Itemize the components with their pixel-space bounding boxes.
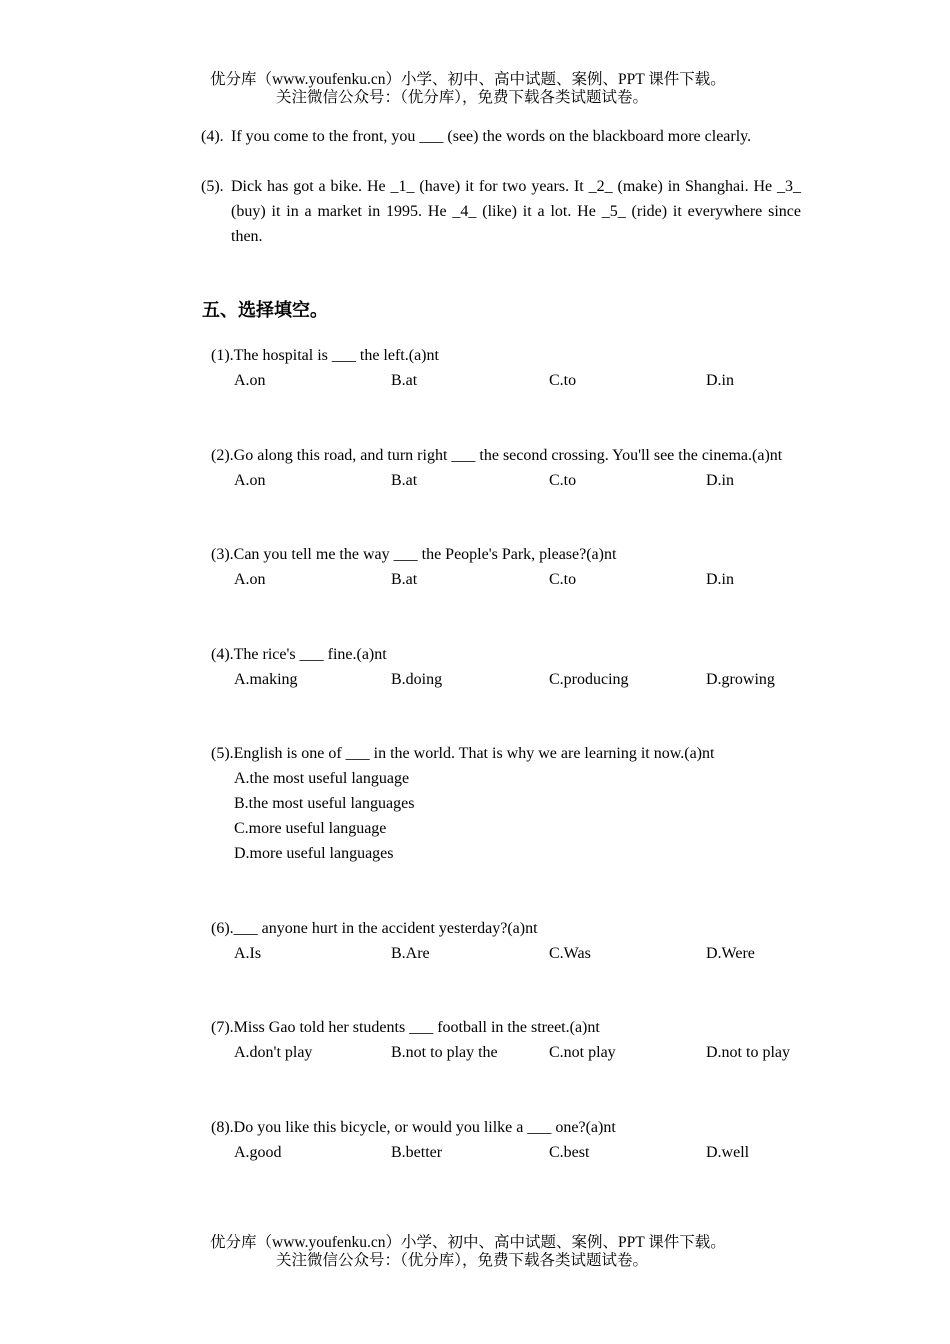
options-column [234, 766, 851, 866]
option-a: A.on [234, 472, 266, 489]
option-a: A.the most useful language [234, 770, 410, 787]
fill-item-text: If you come to the front, you ___ (see) the words on the blackboard more clearly. [231, 128, 752, 145]
options-row [234, 1040, 851, 1065]
question-stem: (7).Miss Gao told her students ___ football in the street.(a)nt [211, 1019, 600, 1036]
option-c: C.to [549, 372, 577, 389]
question-stem: (3).Can you tell me the way ___ the People's Park, please?(a)nt [211, 546, 617, 563]
header-line-2: 关注微信公众号：（优分库），免费下载各类试题试卷。 [276, 89, 649, 106]
question-5 [211, 741, 851, 866]
option-c: C.producing [549, 671, 629, 688]
option-d: D.not to play [706, 1044, 790, 1061]
option-c: C.best [549, 1144, 590, 1161]
option-b: B.not to play the [391, 1044, 498, 1061]
question-2 [211, 443, 851, 493]
question-3 [211, 542, 851, 592]
footer-line-1: 优分库（www.youfenku.cn）小学、初中、高中试题、案例、PPT 课件下载。 [210, 1234, 726, 1251]
header-line-1: 优分库（www.youfenku.cn）小学、初中、高中试题、案例、PPT 课件下载。 [210, 71, 726, 88]
option-d: D.in [706, 372, 734, 389]
option-b: B.at [391, 472, 418, 489]
option-c: C.to [549, 472, 577, 489]
option-c: C.Was [549, 945, 591, 962]
option-c: C.not play [549, 1044, 616, 1061]
question-1 [211, 343, 851, 393]
options-row [234, 567, 851, 592]
option-d: D.growing [706, 671, 775, 688]
option-a: A.don't play [234, 1044, 313, 1061]
option-c: C.to [549, 571, 577, 588]
question-stem: (6).___ anyone hurt in the accident yesterday?(a)nt [211, 920, 538, 937]
question-stem: (4).The rice's ___ fine.(a)nt [211, 646, 387, 663]
option-a: A.good [234, 1144, 282, 1161]
options-row [234, 1140, 851, 1165]
option-d: D.more useful languages [234, 845, 394, 862]
option-b: B.better [391, 1144, 443, 1161]
option-b: B.the most useful languages [234, 795, 415, 812]
option-c: C.more useful language [234, 820, 387, 837]
option-a: A.on [234, 372, 266, 389]
option-d: D.in [706, 472, 734, 489]
option-b: B.Are [391, 945, 430, 962]
option-a: A.making [234, 671, 298, 688]
section-title: 五、选择填空。 [202, 300, 328, 321]
question-stem: (2).Go along this road, and turn right ___ the second crossing. You'll see the cinema.(a)nt [211, 447, 783, 464]
options-row [234, 667, 851, 692]
fill-item-number: (4). [201, 128, 224, 145]
question-stem: (1).The hospital is ___ the left.(a)nt [211, 347, 439, 364]
option-b: B.at [391, 372, 418, 389]
options-row [234, 941, 851, 966]
options-row [234, 468, 851, 493]
fill-item-text: Dick has got a bike. He _1_ (have) it for two years. It _2_ (make) in Shanghai. He _3_ (buy) it in a market in 1995. He _4_ (like) it a lot. He _5_ (ride) it everywhere since then. [231, 178, 801, 245]
fill-item-number: (5). [201, 178, 224, 195]
question-stem: (8).Do you like this bicycle, or would you lilke a ___ one?(a)nt [211, 1119, 616, 1136]
option-b: B.doing [391, 671, 443, 688]
option-a: A.Is [234, 945, 262, 962]
option-d: D.in [706, 571, 734, 588]
option-d: D.well [706, 1144, 750, 1161]
options-row [234, 368, 851, 393]
option-d: D.Were [706, 945, 755, 962]
question-6 [211, 916, 851, 966]
question-8 [211, 1115, 851, 1165]
question-4 [211, 642, 851, 692]
footer-line-2: 关注微信公众号：（优分库），免费下载各类试题试卷。 [276, 1252, 649, 1269]
question-7 [211, 1015, 851, 1065]
option-b: B.at [391, 571, 418, 588]
question-stem: (5).English is one of ___ in the world. That is why we are learning it now.(a)nt [211, 745, 715, 762]
option-a: A.on [234, 571, 266, 588]
